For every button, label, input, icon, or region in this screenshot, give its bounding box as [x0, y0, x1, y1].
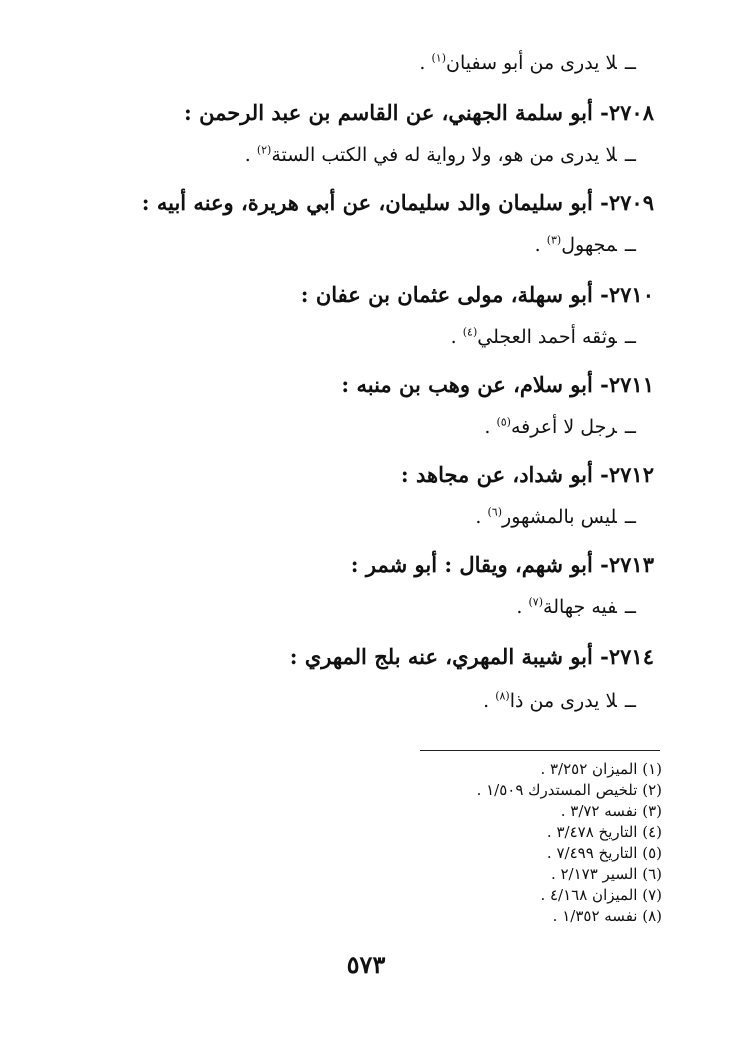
- entry-heading-2709: ٢٧٠٩- أبو سليمان والد سليمان، عن أبي هريرة، وعنه أبيه :: [141, 190, 654, 215]
- comment-text: فيه جهالة: [543, 596, 617, 618]
- footnote-ref: (٦): [487, 505, 503, 519]
- dash: ــ: [624, 506, 636, 528]
- page-number: ٥٧٣: [346, 950, 386, 979]
- comment-line: [475, 506, 636, 528]
- comment-line: [451, 326, 636, 348]
- comment-text: وثقه أحمد العجلي: [477, 326, 617, 348]
- footnote-separator: [420, 750, 660, 751]
- period: .: [450, 326, 463, 348]
- footnote-ref: (١): [431, 51, 447, 65]
- entry-heading-2713: ٢٧١٣- أبو شهم، ويقال : أبو شمر :: [350, 552, 654, 577]
- dash: ــ: [624, 52, 636, 74]
- dash: ــ: [624, 416, 636, 438]
- comment-line: [516, 596, 636, 618]
- dash: ــ: [624, 596, 636, 618]
- dash: ــ: [624, 144, 636, 166]
- comment-line: [483, 690, 636, 712]
- footnote-2: (٢) تلخيص المستدرك ١/٥٠٩ .: [476, 781, 662, 799]
- footnote-ref: (٨): [495, 689, 510, 703]
- period: .: [516, 596, 529, 618]
- footnote-5: (٥) التاريخ ٧/٤٩٩ .: [546, 844, 662, 862]
- entry-heading-2710: ٢٧١٠- أبو سهلة، مولى عثمان بن عفان :: [300, 282, 654, 307]
- comment-text: لا يدرى من ذا: [509, 690, 617, 712]
- footnote-ref: (٢): [256, 143, 272, 157]
- comment-line: [484, 416, 636, 438]
- comment-text: لا يدرى من هو، ولا رواية له في الكتب الستة: [271, 144, 617, 166]
- footnote-6: (٦) السير ٢/١٧٣ .: [550, 865, 662, 883]
- dash: ــ: [624, 690, 636, 712]
- comment-text: لا يدرى من أبو سفيان: [446, 52, 617, 74]
- dash: ــ: [624, 326, 636, 348]
- period: .: [244, 144, 257, 166]
- period: .: [483, 690, 496, 712]
- period: .: [419, 52, 432, 74]
- footnote-8: (٨) نفسه ١/٣٥٢ .: [552, 907, 662, 925]
- comment-text: رجل لا أعرفه: [510, 416, 617, 438]
- footnote-7: (٧) الميزان ٤/١٦٨ .: [540, 886, 662, 904]
- footnote-1: (١) الميزان ٣/٢٥٢ .: [540, 760, 662, 778]
- footnote-4: (٤) التاريخ ٣/٤٧٨ .: [546, 823, 662, 841]
- dash: ــ: [624, 234, 636, 256]
- comment-text: ليس بالمشهور: [502, 506, 617, 528]
- comment-line: [535, 234, 636, 256]
- comment-line: [245, 144, 636, 166]
- comment-text: مجهول: [561, 234, 617, 256]
- footnote-ref: (٥): [496, 415, 511, 429]
- entry-heading-2712: ٢٧١٢- أبو شداد، عن مجاهد :: [400, 462, 654, 487]
- period: .: [534, 234, 547, 256]
- footnote-ref: (٣): [546, 233, 562, 247]
- footnote-ref: (٤): [462, 325, 478, 339]
- footnote-ref: (٧): [528, 595, 544, 609]
- entry-heading-2714: ٢٧١٤- أبو شيبة المهري، عنه بلج المهري :: [289, 644, 654, 669]
- period: .: [484, 416, 497, 438]
- footnote-3: (٣) نفسه ٣/٧٢ .: [560, 802, 662, 820]
- period: .: [475, 506, 488, 528]
- entry-heading-2708: ٢٧٠٨- أبو سلمة الجهني، عن القاسم بن عبد الرحمن :: [184, 100, 654, 125]
- comment-line: [419, 52, 636, 74]
- entry-heading-2711: ٢٧١١- أبو سلام، عن وهب بن منبه :: [341, 372, 654, 397]
